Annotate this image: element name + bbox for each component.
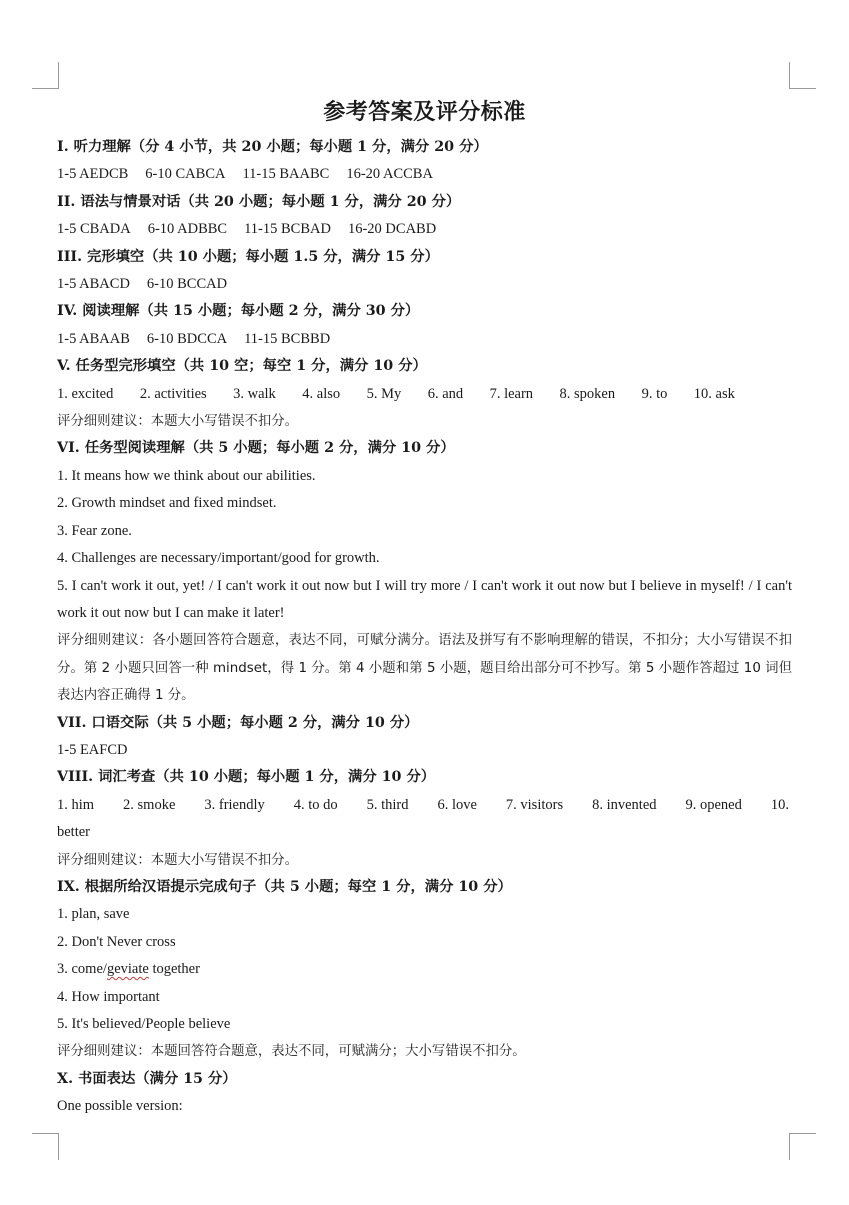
answer-text: together	[148, 961, 200, 978]
section-heading: VII. 口语交际（共 5 小题；每小题 2 分，满分 10 分）	[57, 714, 419, 731]
scoring-note: 评分细则建议：本题大小写错误不扣分。	[57, 414, 299, 430]
answer-item: 9. to	[641, 385, 668, 402]
answer-item: 10. ask	[693, 385, 735, 402]
answer-item: 6. and	[427, 385, 464, 402]
answer-item: 8. spoken	[559, 385, 616, 402]
scoring-note: 评分细则建议：本题回答符合题意，表达不同，可赋满分；大小写错误不扣分。	[57, 1044, 526, 1060]
margin-mark-bottom-right	[789, 1133, 816, 1160]
answer-item: 11-15 BCBAD	[244, 221, 331, 238]
answer-item: 1. him	[57, 796, 95, 813]
answer-item: 5. third	[366, 796, 409, 813]
section-heading: IV. 阅读理解（共 15 小题；每小题 2 分，满分 30 分）	[57, 303, 420, 320]
answer-item: 16-20 DCABD	[347, 221, 437, 238]
answer-item: 11-15 BCBBD	[244, 330, 331, 347]
answer-line: 4. Challenges are necessary/important/good for growth.	[57, 550, 380, 567]
spellcheck-marked-word: geviate	[106, 961, 149, 978]
section-heading: II. 语法与情景对话（共 20 小题；每小题 1 分，满分 20 分）	[57, 193, 461, 210]
section-heading: V. 任务型完形填空（共 10 空；每空 1 分，满分 10 分）	[57, 358, 427, 375]
answer-line	[57, 956, 792, 983]
answer-item: 2. activities	[139, 385, 207, 402]
answer-item: 7. learn	[489, 385, 534, 402]
answer-item: 3. friendly	[204, 796, 265, 813]
answer-item: 2. smoke	[123, 796, 176, 813]
answer-item: 8. invented	[592, 796, 657, 813]
section-heading: VI. 任务型阅读理解（共 5 小题；每小题 2 分，满分 10 分）	[57, 440, 455, 457]
answer-line	[57, 381, 735, 408]
margin-mark-top-left	[32, 62, 59, 89]
scoring-note: 评分细则建议：各小题回答符合题意，表达不同，可赋分满分。语法及拼写有不影响理解的错误，不扣分；大小写错误不扣分。第 2 小题只回答一种 mindset，得 1 分。第 4 小题和第 5 小题，题目给出部分可不抄写。第 5 小题作答超过 10 词但表达内容正确得 1 分。	[57, 633, 792, 704]
answer-item: 9. opened	[685, 796, 742, 813]
answer-item: 16-20 ACCBA	[346, 166, 433, 183]
margin-mark-bottom-left	[32, 1133, 59, 1160]
scoring-note: 评分细则建议：本题大小写错误不扣分。	[57, 852, 299, 868]
answer-item: 6-10 BCCAD	[146, 276, 228, 293]
answer-item: 7. visitors	[505, 796, 564, 813]
answer-item: 4. also	[302, 385, 341, 402]
answer-line: 5. It's believed/People believe	[57, 1016, 231, 1032]
answer-item: 6. love	[437, 796, 477, 813]
answer-item: 6-10 ADBBC	[147, 221, 228, 238]
section-heading: X. 书面表达（满分 15 分）	[57, 1070, 237, 1087]
answer-content	[57, 134, 792, 1121]
answer-line	[57, 271, 792, 298]
answer-line	[57, 216, 792, 243]
answer-item: 5. My	[366, 385, 402, 402]
page-title: 参考答案及评分标准	[323, 100, 526, 125]
answer-item: 3. walk	[233, 385, 276, 402]
answer-line	[57, 326, 792, 353]
answer-item: 6-10 BDCCA	[146, 330, 228, 347]
answer-line: 2. Don't Never cross	[57, 933, 176, 950]
answer-item: 6-10 CABCA	[145, 166, 226, 183]
answer-line: 5. I can't work it out, yet! / I can't work it out now but I will try more / I can't work it out now but I believe in myself! / I can't work it out now but I can make it later!	[57, 577, 792, 621]
answer-line: One possible version:	[57, 1098, 183, 1115]
section-heading: IX. 根据所给汉语提示完成句子（共 5 小题；每空 1 分，满分 10 分）	[57, 878, 512, 895]
answer-item: 11-15 BAABC	[242, 166, 330, 183]
margin-mark-top-right	[789, 62, 816, 89]
answer-item: 1-5 CBADA	[57, 221, 131, 238]
answer-item: 1-5 AEDCB	[57, 166, 129, 183]
answer-text: 3. come/	[57, 961, 107, 978]
answer-item: 1. excited	[57, 385, 114, 402]
answer-line	[57, 792, 789, 819]
section-heading: III. 完形填空（共 10 小题；每小题 1.5 分，满分 15 分）	[57, 248, 439, 265]
answer-item: 1-5 ABAAB	[57, 330, 130, 347]
section-heading: I. 听力理解（分 4 小节，共 20 小题；每小题 1 分，满分 20 分）	[57, 139, 488, 155]
answer-line: 4. How important	[57, 988, 160, 1005]
answer-line: 3. Fear zone.	[57, 522, 132, 539]
answer-item: 10.	[770, 796, 789, 813]
answer-item: 4. to do	[293, 796, 338, 813]
answer-line	[57, 161, 792, 188]
answer-line: better	[57, 824, 91, 841]
section-heading: VIII. 词汇考查（共 10 小题；每小题 1 分，满分 10 分）	[57, 769, 436, 786]
answer-line: 1-5 EAFCD	[57, 741, 128, 758]
answer-line: 1. plan, save	[57, 906, 130, 923]
answer-line: 1. It means how we think about our abilities.	[57, 467, 316, 484]
answer-line: 2. Growth mindset and fixed mindset.	[57, 495, 277, 512]
answer-item: 1-5 ABACD	[57, 276, 130, 293]
